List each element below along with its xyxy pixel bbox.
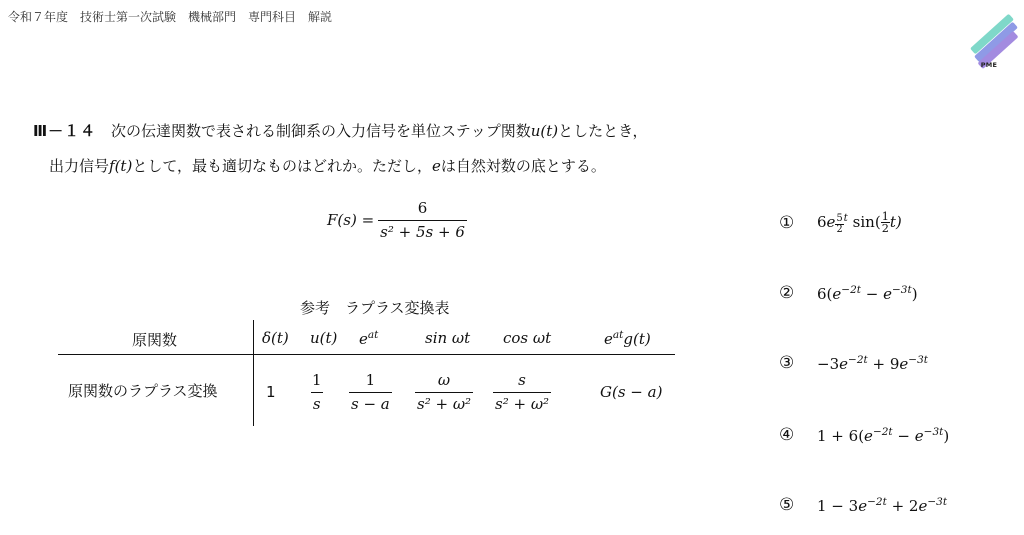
choice-mark: ②: [779, 283, 795, 303]
question-line-2: [49, 155, 606, 176]
row-label-transform: 原関数のラプラス変換: [68, 382, 218, 400]
transfer-function-fraction: [378, 199, 467, 241]
math-input-function: u(t): [530, 122, 559, 140]
choice-1[interactable]: ① 6e $\frac{5}{2}$ $^t$ sin( $\frac{1}{2}$ t): [779, 210, 902, 236]
transform-sin: $\frac{\omega}{\text{s² + ω²}}$: [417, 371, 472, 413]
question-text: としたとき，: [558, 122, 648, 140]
transform-delta: 1: [266, 383, 276, 401]
question-text: として，最も適切なものはどれか。ただし，: [132, 157, 433, 175]
choice-4[interactable]: ④ $1 + 6(e^{-2t} - e^{-3t})$: [779, 425, 950, 445]
question-text: 出力信号: [49, 157, 110, 175]
transform-shift: G(s − a): [600, 383, 663, 401]
math-euler-e: e: [432, 157, 441, 175]
choice-mark: ④: [779, 425, 795, 445]
choice-mark: ①: [779, 212, 795, 233]
header-delta: δ(t): [262, 329, 289, 347]
header-sin: sin ωt: [425, 329, 471, 347]
transfer-function: [327, 199, 467, 241]
choice-mark: ③: [779, 353, 795, 373]
transform-exp: $\frac{1}{s - a}$: [351, 371, 390, 413]
choice-3[interactable]: ③ $-3e^{-2t} + 9e^{-3t}$: [779, 353, 928, 373]
page-header-title: 令和７年度 技術士第一次試験 機械部門 専門科目 解説: [8, 10, 333, 24]
choice-2[interactable]: ② $6(e^{-2t} - e^{-3t})$: [779, 283, 918, 303]
table-divider-vertical: [253, 320, 254, 426]
header-step: u(t): [310, 329, 338, 347]
row-label-original: 原関数: [132, 331, 178, 349]
question-text: 次の伝達関数で表される制御系の入力信号を単位ステップ関数: [111, 122, 531, 140]
header-cos: cos ωt: [503, 329, 552, 347]
choice-5[interactable]: ⑤ $1 - 3e^{-2t} + 2e^{-3t}$: [779, 495, 948, 515]
tf-numerator: 6: [417, 199, 428, 217]
table-divider-horizontal: [58, 354, 675, 355]
transform-cos: $\frac{s}{\text{s² + ω²}}$: [495, 371, 550, 413]
pme-logo-text: PME: [980, 61, 998, 69]
transform-step: $\frac{1}{s}$: [312, 371, 322, 413]
header-exp: $e^{at}$: [359, 329, 379, 348]
header-shift: $e^{at}g(t)$: [604, 329, 651, 348]
question-line-1: [111, 120, 648, 141]
question-number: Ⅲ－１４: [33, 122, 97, 140]
math-output-function: f(t): [109, 157, 133, 175]
transfer-function-lhs: F(s) =: [327, 211, 375, 229]
choice-mark: ⑤: [779, 495, 795, 515]
question-text: は自然対数の底とする。: [440, 157, 606, 175]
reference-table-title: 参考 ラプラス変換表: [300, 299, 450, 317]
tf-denominator: s² + 5s + 6: [378, 220, 467, 241]
